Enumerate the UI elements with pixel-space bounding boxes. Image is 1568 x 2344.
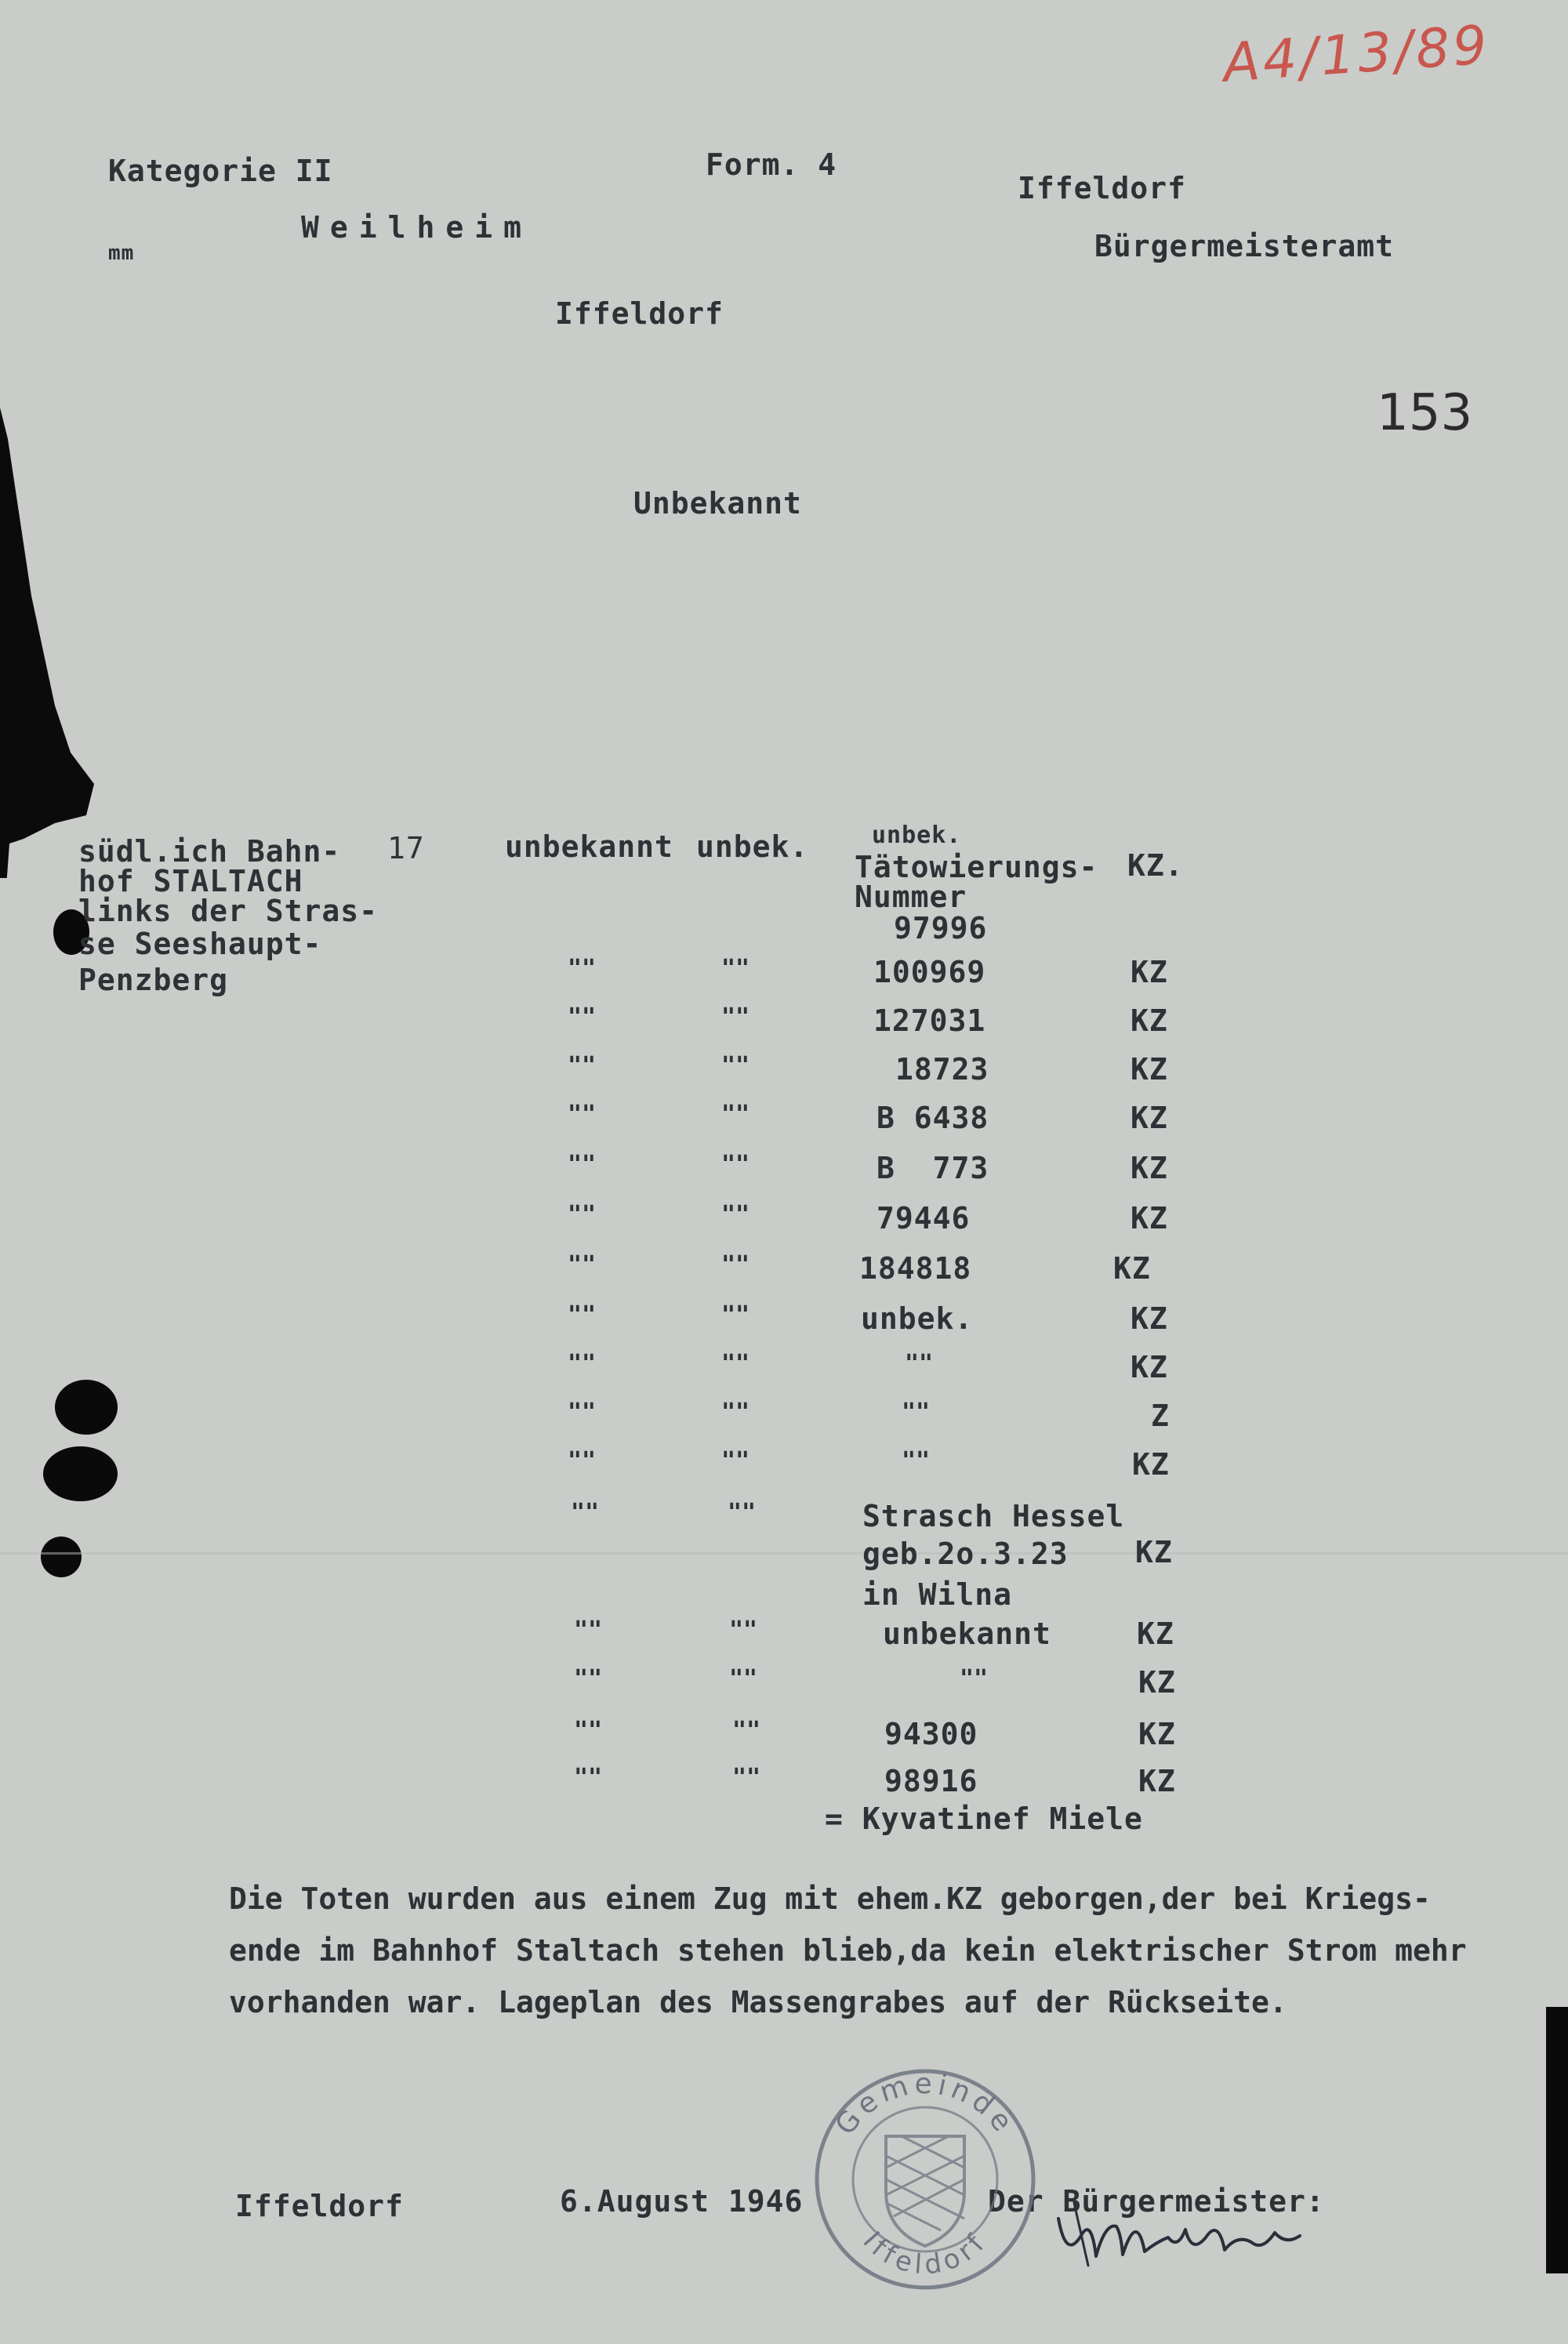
mayor-title: Der Bürgermeister: <box>988 2184 1325 2219</box>
mayor-signature <box>1051 2187 1309 2281</box>
location-line: se Seeshaupt- <box>78 927 322 961</box>
tattoo-number: 127031 <box>873 1003 986 1038</box>
ditto-mark: "" <box>574 1764 603 1791</box>
alias-line: = Kyvatinef Miele <box>825 1802 1143 1836</box>
district-mark: mm <box>108 241 135 265</box>
camp-label: KZ <box>1138 1764 1176 1798</box>
ditto-mark: "" <box>574 1616 603 1644</box>
number-label: Tätowierungs- <box>855 850 1098 884</box>
person-name: Strasch Hessel <box>862 1499 1125 1533</box>
tattoo-number: 18723 <box>895 1052 989 1087</box>
table-row <box>0 1301 1568 1336</box>
ditto-mark: "" <box>721 1447 750 1475</box>
stamp-top-text: Gemeinde <box>829 2067 1022 2142</box>
ditto-mark: "" <box>568 1003 597 1031</box>
place-top-right: Iffeldorf <box>1018 171 1186 205</box>
ditto-mark: "" <box>574 1665 603 1693</box>
ditto-mark: "" <box>568 955 597 982</box>
camp-label: Z <box>1151 1399 1170 1433</box>
district-label: Weilheim <box>301 210 533 245</box>
table-row <box>0 1151 1568 1185</box>
ditto-mark: "" <box>902 1399 931 1426</box>
camp-label: KZ <box>1131 1151 1168 1185</box>
ditto-mark: "" <box>721 1101 750 1128</box>
camp-label: KZ <box>1138 1665 1176 1700</box>
camp-label: KZ. <box>1127 848 1184 883</box>
bavarian-lozenge-shield-icon <box>886 2136 964 2246</box>
ditto-mark: "" <box>729 1665 758 1693</box>
remark-line: ende im Bahnhof Staltach stehen blieb,da kein elektrischer Strom mehr <box>229 1933 1467 1968</box>
camp-label: KZ <box>1131 955 1168 989</box>
ditto-mark: "" <box>732 1764 761 1791</box>
camp-label: KZ <box>1131 1003 1168 1038</box>
ditto-mark: "" <box>574 1717 603 1744</box>
ditto-mark: "" <box>905 1350 934 1377</box>
remark-line: vorhanden war. Lageplan des Massengrabes auf der Rückseite. <box>229 1985 1287 2019</box>
ditto-mark: "" <box>729 1616 758 1644</box>
table-row <box>0 1003 1568 1038</box>
ditto-mark: "" <box>960 1665 989 1693</box>
ditto-mark: "" <box>721 1251 750 1279</box>
camp-label: KZ <box>1131 1350 1168 1384</box>
tattoo-number: B 6438 <box>877 1101 989 1135</box>
table-row <box>0 955 1568 989</box>
stamp-bottom-text: Iffeldorf <box>856 2226 994 2281</box>
count-value: 17 <box>387 831 425 865</box>
named-entry <box>0 1499 1568 1624</box>
camp-label: KZ <box>1131 1101 1168 1135</box>
tattoo-number: 184818 <box>859 1251 972 1286</box>
ditto-mark: "" <box>721 1399 750 1426</box>
birth-date: geb.2o.3.23 <box>862 1537 1069 1571</box>
remark-line: Die Toten wurden aus einem Zug mit ehem.KZ geborgen,der bei Kriegs- <box>229 1881 1431 1916</box>
table-row <box>0 1251 1568 1286</box>
location-line: links der Stras- <box>78 894 379 928</box>
torn-edge-shape <box>0 0 110 847</box>
ditto-mark: "" <box>568 1350 597 1377</box>
ditto-mark: "" <box>568 1201 597 1228</box>
ditto-mark: "" <box>721 1350 750 1377</box>
ditto-mark: "" <box>568 1251 597 1279</box>
ditto-mark: "" <box>568 1301 597 1329</box>
page-number: 153 <box>1377 384 1473 442</box>
municipality-label: Iffeldorf <box>555 296 724 331</box>
number-head: unbek. <box>872 822 962 849</box>
form-label: Form. 4 <box>706 147 837 182</box>
tattoo-number: 100969 <box>873 955 986 989</box>
tattoo-number: 79446 <box>877 1201 971 1235</box>
location-line: südl.ich Bahn- <box>78 834 341 869</box>
number-label: Nummer <box>855 880 967 914</box>
camp-label: KZ <box>1131 1301 1168 1336</box>
ditto-mark: "" <box>732 1717 761 1744</box>
archive-mark: A4/13/89 <box>1221 14 1492 95</box>
table-row <box>0 1764 1568 1798</box>
municipal-stamp <box>808 2062 1043 2297</box>
tattoo-number: 94300 <box>884 1717 978 1751</box>
table-row <box>0 1052 1568 1087</box>
table-row <box>0 1447 1568 1482</box>
tattoo-number: B 773 <box>877 1151 989 1185</box>
ditto-mark: "" <box>568 1447 597 1475</box>
ditto-mark: "" <box>571 1499 600 1526</box>
camp-label: KZ <box>1113 1251 1151 1286</box>
location-line: Penzberg <box>78 963 229 997</box>
document-title: Unbekannt <box>633 486 802 521</box>
birth-value: unbek. <box>696 829 809 864</box>
office-label: Bürgermeisteramt <box>1094 229 1395 263</box>
ditto-mark: "" <box>568 1052 597 1079</box>
table-row <box>0 1665 1568 1700</box>
ditto-mark: "" <box>721 1003 750 1031</box>
table-row <box>0 1717 1568 1751</box>
ditto-mark: "" <box>721 1151 750 1178</box>
table-row <box>0 1350 1568 1384</box>
ditto-mark: "" <box>728 1499 757 1526</box>
ditto-mark: "" <box>568 1151 597 1178</box>
category-label: Kategorie II <box>108 154 333 188</box>
camp-label: KZ <box>1135 1535 1173 1569</box>
camp-label: KZ <box>1138 1717 1176 1751</box>
table-row <box>0 1101 1568 1135</box>
tattoo-number: 97996 <box>894 911 988 945</box>
torn-right-edge <box>1546 2007 1568 2273</box>
ditto-mark: "" <box>721 1301 750 1329</box>
footer-place: Iffeldorf <box>235 2189 404 2223</box>
camp-label: KZ <box>1132 1447 1170 1482</box>
ditto-mark: "" <box>721 955 750 982</box>
table-row <box>0 1399 1568 1433</box>
tattoo-number: unbekannt <box>883 1616 1051 1651</box>
tattoo-number: unbek. <box>861 1301 974 1336</box>
footer-date: 6.August 1946 <box>560 2184 804 2219</box>
ditto-mark: "" <box>568 1399 597 1426</box>
ditto-mark: "" <box>568 1101 597 1128</box>
table-row <box>0 1201 1568 1235</box>
table-row <box>0 1616 1568 1651</box>
name-value: unbekannt <box>505 829 673 864</box>
ditto-mark: "" <box>721 1201 750 1228</box>
ditto-mark: "" <box>902 1447 931 1475</box>
ditto-mark: "" <box>721 1052 750 1079</box>
camp-label: KZ <box>1137 1616 1174 1651</box>
birth-place: in Wilna <box>862 1577 1013 1612</box>
camp-label: KZ <box>1131 1052 1168 1087</box>
camp-label: KZ <box>1131 1201 1168 1235</box>
tattoo-number: 98916 <box>884 1764 978 1798</box>
location-line: hof STALTACH <box>78 864 303 898</box>
